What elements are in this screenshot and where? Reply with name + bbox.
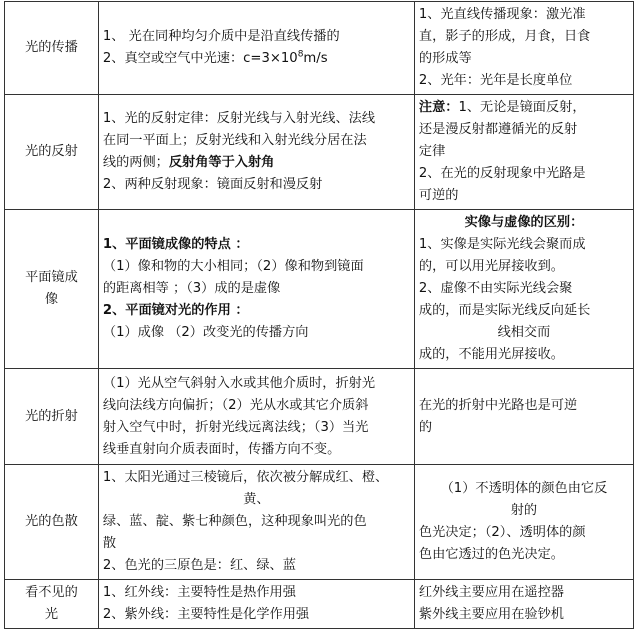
content-line: 1、 光在同种均匀介质中是沿直线传播的 — [102, 29, 340, 44]
table-row — [5, 580, 634, 629]
note-line: 的形成等 — [418, 51, 472, 66]
section-heading: 2、平面镜对光的作用 ： — [102, 303, 249, 318]
content-line: 2、色光的三原色是：红、绿、蓝 — [102, 558, 296, 573]
note-line: 的，可以用光屏接收到。 — [418, 259, 564, 274]
note-line: 定律 — [418, 144, 446, 159]
content-cell — [98, 580, 414, 629]
note-cell — [414, 369, 633, 465]
note-line: （1）不透明体的颜色由它反 — [440, 481, 608, 496]
note-cell — [414, 580, 633, 629]
note-line: 还是漫反射都遵循光的反射 — [418, 122, 578, 137]
content-line: （1）成像 （2）改变光的传播方向 — [102, 325, 309, 340]
content-line: 绿、蓝、靛、紫七种颜色，这种现象叫光的色 — [102, 514, 367, 529]
table-row — [5, 369, 634, 465]
note-cell — [414, 465, 633, 580]
content-line: 线向法线方向偏折；（2）光从水或其它介质斜 — [102, 397, 369, 413]
note-line: 在光的折射中光路也是可逆 — [418, 397, 578, 413]
content-line: 1、光的反射定律：反射光线与入射光线、法线 — [102, 111, 376, 126]
superscript: 8 — [297, 49, 304, 60]
content-line: 的距离相等 ；（3）成的是虚像 — [102, 281, 281, 296]
optics-notes-table — [4, 1, 634, 629]
note-cell — [414, 2, 633, 95]
note-line: 的 — [418, 419, 433, 435]
note-line: 红外线主要应用在遥控器 — [418, 585, 564, 600]
content-line: 1、红外线：主要特性是热作用强 — [102, 585, 296, 600]
content-cell — [98, 210, 414, 369]
content-line: 黄、 — [243, 492, 270, 507]
note-line: 2、虚像不由实际光线会聚 — [418, 281, 573, 296]
content-line: 2、两种反射现象：镜面反射和漫反射 — [102, 177, 323, 192]
topic-cell: 光的色散 — [5, 465, 99, 580]
text-fragment: m/s — [303, 51, 328, 66]
content-cell — [98, 95, 414, 210]
text-fragment: 线的两侧； — [102, 155, 169, 170]
content-line: 2、紫外线：主要特性是化学作用强 — [102, 607, 310, 622]
note-line: 色光决定；（2）、透明体的颜 — [418, 525, 586, 540]
note-line: 成的，而是实际光线反向延长 — [418, 303, 591, 318]
content-line: （1）像和物的大小相同；（2）像和物到镜面 — [102, 259, 364, 274]
content-cell — [98, 465, 414, 580]
content-line: 射入空气中时，折射光线远离法线；（3）当光 — [102, 419, 369, 435]
table-row — [5, 465, 634, 580]
topic-line: 光 — [44, 607, 59, 622]
topic-cell — [5, 210, 99, 369]
text-fragment: 2、真空或空气中光速：c=3×10 — [102, 51, 298, 66]
content-line: （1）光从空气斜射入水或其他介质时，折射光 — [102, 375, 376, 391]
note-line: 2、光年：光年是长度单位 — [418, 73, 573, 88]
content-line: 线垂直射向介质表面时，传播方向不变。 — [102, 441, 341, 457]
note-line: 1、光直线传播现象：激光准 — [418, 7, 586, 22]
note-cell — [414, 210, 633, 369]
topic-line: 像 — [44, 292, 59, 307]
section-heading: 1、平面镜成像的特点 ： — [102, 237, 249, 252]
topic-line: 平面镜成 — [25, 270, 78, 285]
content-line — [103, 48, 410, 70]
table-row — [5, 2, 634, 95]
text-fragment: 1、无论是镜面反射， — [458, 100, 586, 115]
note-line: 射的 — [510, 503, 538, 518]
content-line — [103, 152, 410, 174]
topic-line: 看不见的 — [25, 585, 78, 600]
emphasis-text: 反射角等于入射角 — [168, 155, 275, 170]
content-line: 1、太阳光通过三棱镜后，依次被分解成红、橙、 — [102, 470, 389, 485]
note-heading: 实像与虚像的区别： — [464, 215, 584, 230]
content-line: 散 — [102, 536, 117, 551]
note-line: 紫外线主要应用在验钞机 — [418, 607, 564, 622]
note-line: 色由它透过的色光决定。 — [418, 547, 564, 562]
topic-cell: 光的传播 — [5, 2, 99, 95]
table-row — [5, 95, 634, 210]
content-line: 在同一平面上；反射光线和入射光线分居在法 — [102, 133, 367, 148]
note-line — [419, 97, 629, 119]
table-row — [5, 210, 634, 369]
topic-cell: 光的折射 — [5, 369, 99, 465]
note-line: 可逆的 — [418, 188, 459, 203]
topic-cell: 光的反射 — [5, 95, 99, 210]
content-cell — [98, 2, 414, 95]
topic-cell — [5, 580, 99, 629]
note-line: 2、在光的反射现象中光路是 — [418, 166, 586, 181]
note-label: 注意： — [418, 100, 459, 115]
note-line: 成的，不能用光屏接收。 — [418, 347, 564, 362]
note-line: 直，影子的形成，月食，日食 — [418, 29, 591, 44]
note-line: 线相交而 — [497, 325, 551, 340]
note-line: 1、实像是实际光线会聚而成 — [418, 237, 586, 252]
note-cell — [414, 95, 633, 210]
content-cell — [98, 369, 414, 465]
